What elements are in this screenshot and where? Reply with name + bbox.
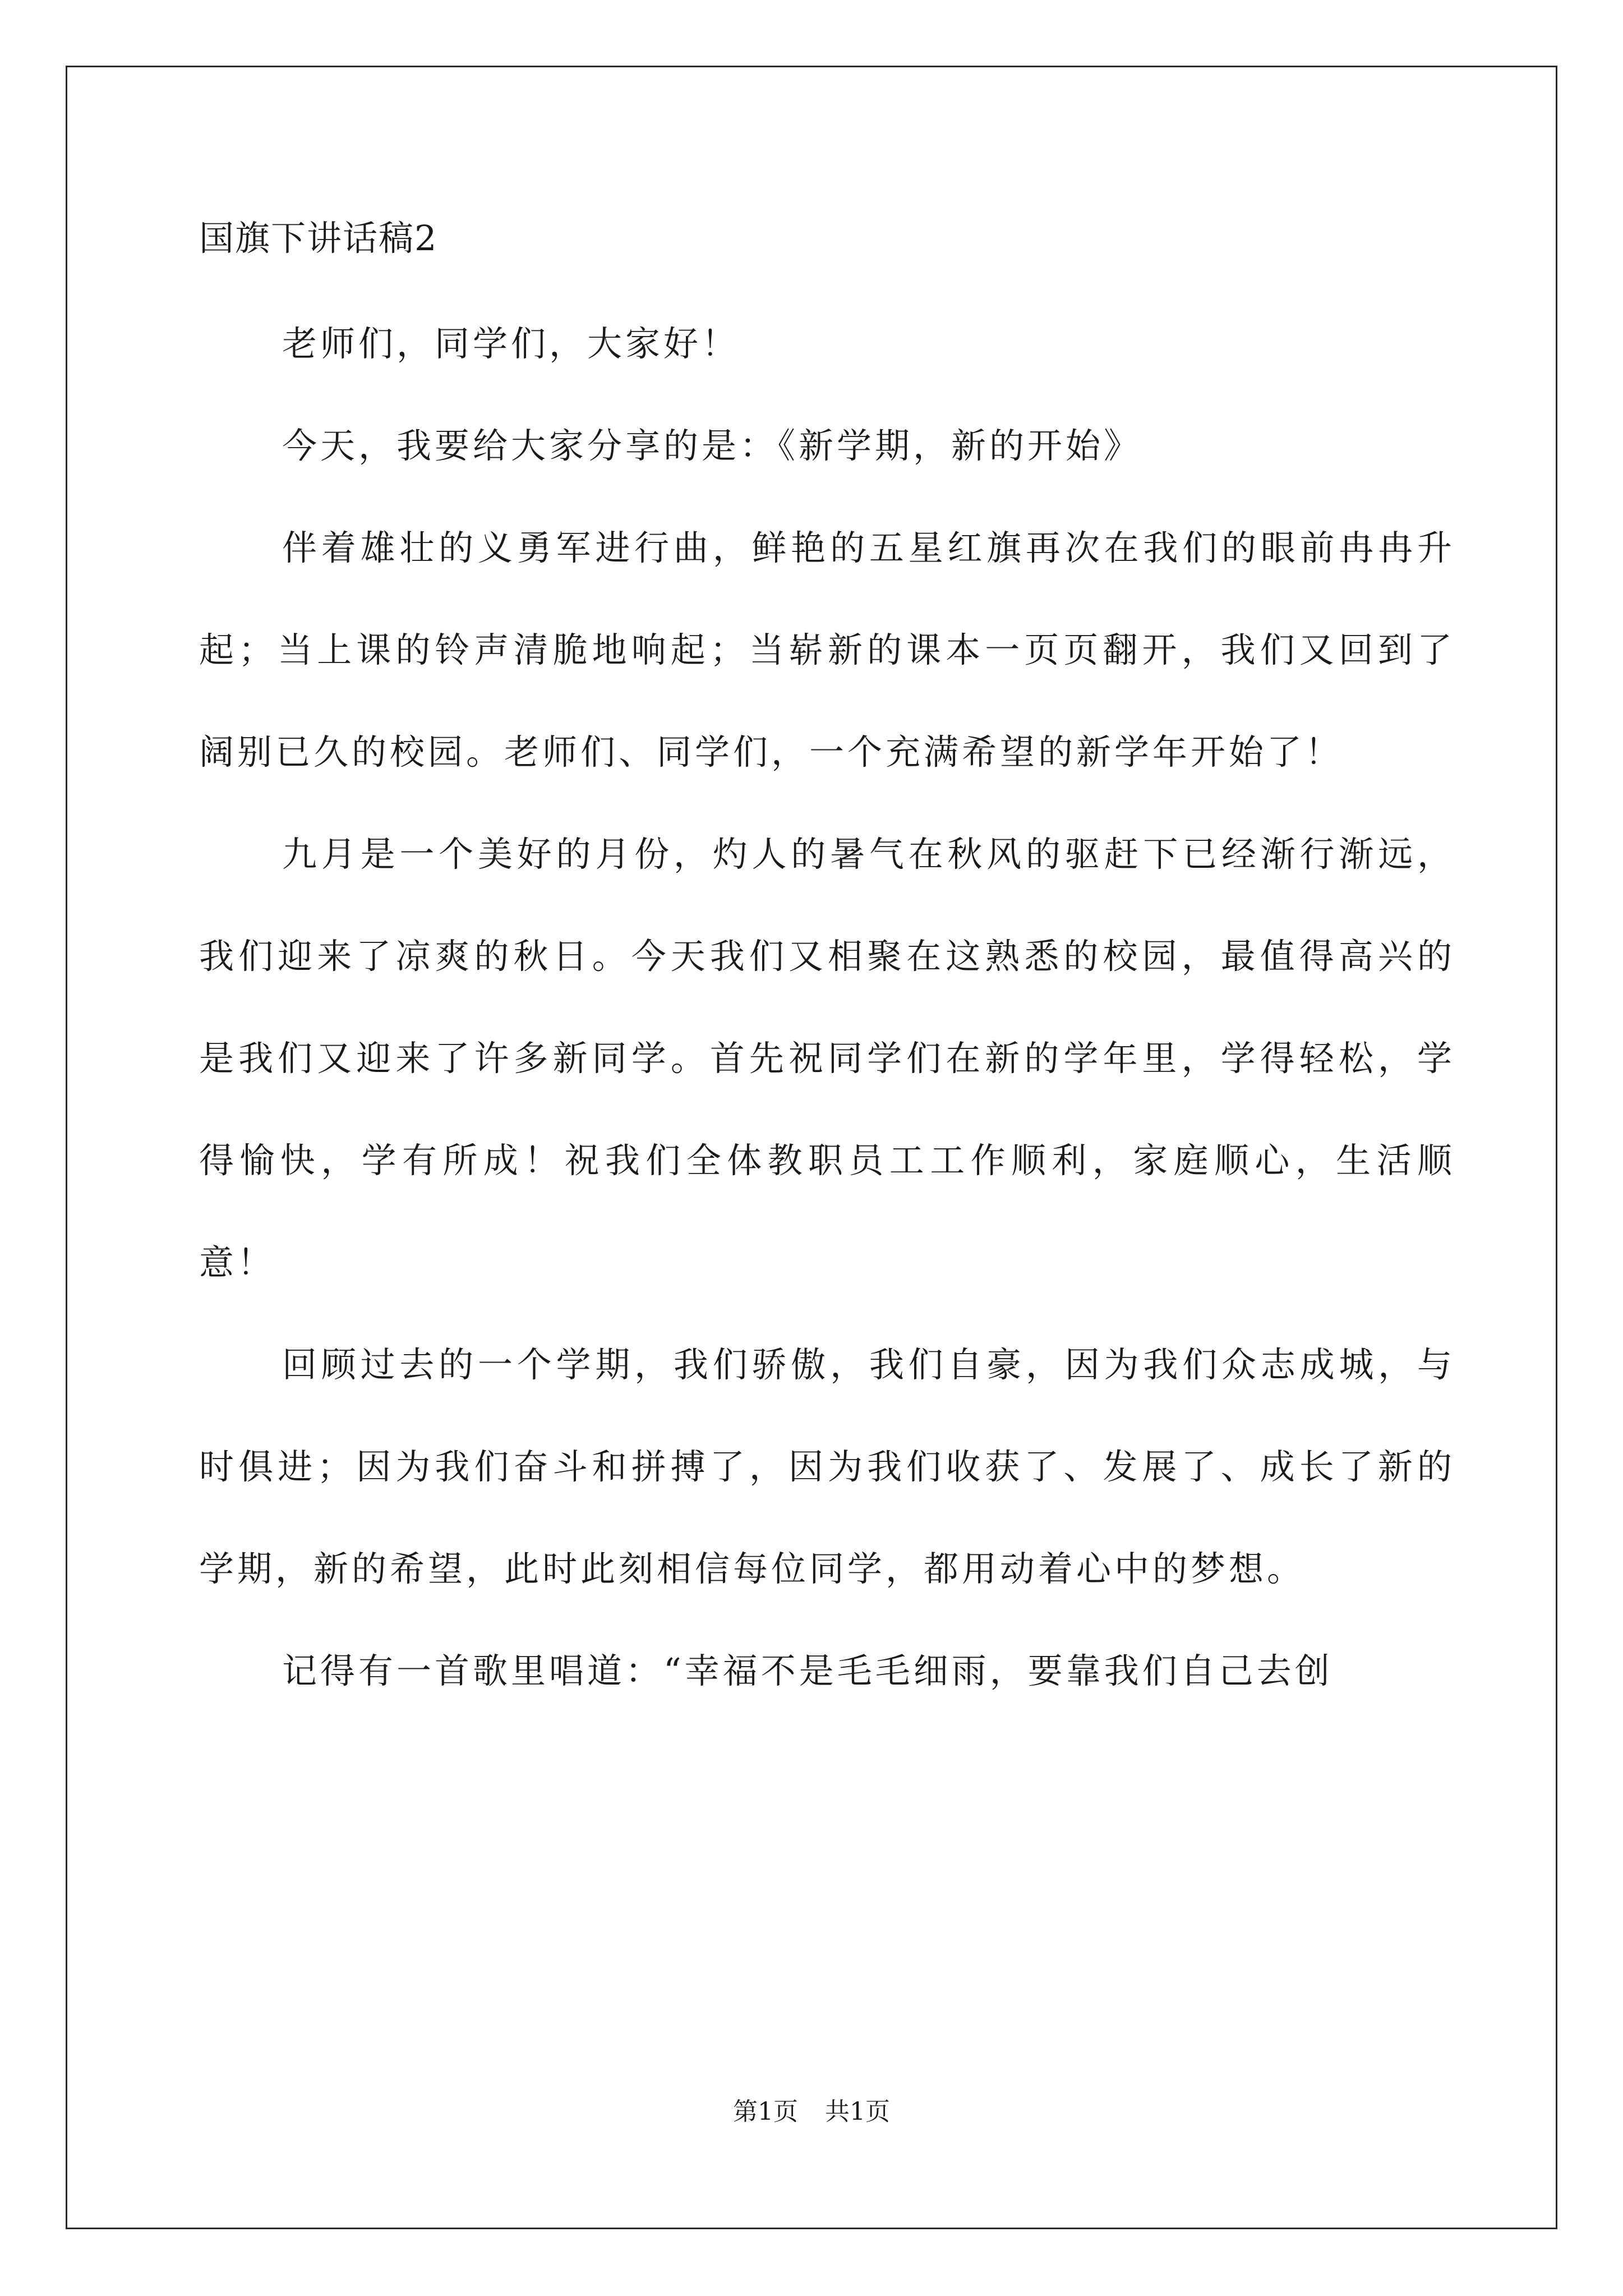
page-footer (0, 2095, 1623, 2129)
document-body (199, 213, 1455, 1722)
paragraph-song: 记得有一首歌里唱道：“幸福不是毛毛细雨，要靠我们自己去创 (282, 1650, 1333, 1691)
page-number-total: 共1页 (825, 2097, 890, 2126)
page-number-current: 第1页 (733, 2097, 798, 2126)
paragraph-review: 回顾过去的一个学期，我们骄傲，我们自豪，因为我们众志成城，与时俱进；因为我们奋斗和拼搏了，因为我们收获了、发展了、成长了新的学期，新的希望，此时此刻相信每位同学，都用动着心中的梦想。 (199, 1344, 1455, 1589)
paragraph-opening: 伴着雄壮的义勇军进行曲，鲜艳的五星红旗再次在我们的眼前冉冉升起；当上课的铃声清脆地响起；当崭新的课本一页页翻开，我们又回到了阔别已久的校园。老师们、同学们，一个充满希望的新学年开始了！ (199, 527, 1455, 772)
document-title: 国旗下讲话稿2 (199, 218, 438, 259)
paragraph-topic: 今天，我要给大家分享的是：《新学期，新的开始》 (282, 425, 1142, 466)
paragraph-september: 九月是一个美好的月份，灼人的暑气在秋风的驱赶下已经渐行渐远，我们迎来了凉爽的秋日。今天我们又相聚在这熟悉的校园，最值得高兴的是我们又迎来了许多新同学。首先祝同学们在新的学年里，学得轻松，学得愉快，学有所成！祝我们全体教职员工工作顺利，家庭顺心，生活顺意！ (199, 834, 1455, 1283)
paragraph-greeting: 老师们，同学们，大家好！ (282, 323, 740, 364)
